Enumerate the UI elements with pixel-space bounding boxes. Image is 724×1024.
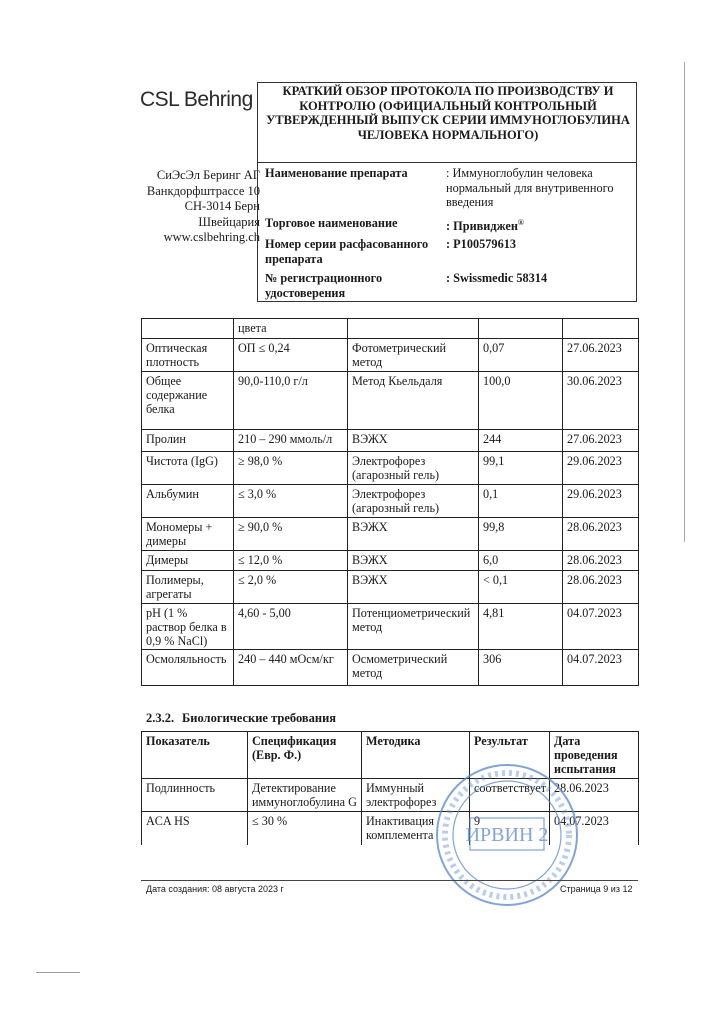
field-value-product-name: : Иммуноглобулин человека нормальный для внутривенного введения [446,166,614,209]
table-row [142,430,639,452]
table-cell: цвета [234,319,348,339]
table-cell: ВЭЖХ [348,571,479,604]
table-cell: ≤ 3,0 % [234,485,348,518]
table-cell: ≥ 90,0 % [234,518,348,551]
table-cell: 27.06.2023 [563,430,639,452]
footer-page-number: Страница 9 из 12 [560,884,633,894]
field-value-batch-number: : P100579613 [446,237,517,251]
table-cell: ≤ 2,0 % [234,571,348,604]
registered-mark: ® [517,218,524,227]
table-cell: Инактивация комплемента [362,812,470,845]
table-row [142,339,639,372]
table-cell [142,319,234,339]
table-row [142,551,639,571]
table-cell: Электрофорез (агарозный гель) [348,485,479,518]
company-logo: CSL Behring [140,88,253,111]
table-cell: 99,1 [479,452,563,485]
table-cell: 306 [479,650,563,686]
table-cell: ВЭЖХ [348,518,479,551]
table-cell: Фотометрический метод [348,339,479,372]
table-row [142,452,639,485]
table-cell: Электрофорез (агарозный гель) [348,452,479,485]
table-cell [563,319,639,339]
table-cell: 100,0 [479,372,563,430]
table-cell: pH (1 % раствор белка в 0,9 % NaCl) [142,604,234,650]
table-cell: ОП ≤ 0,24 [234,339,348,372]
section-number: 2.3.2. [146,711,175,725]
table-cell: 244 [479,430,563,452]
column-header: Спецификация (Евр. Ф.) [248,732,362,779]
table-cell: Оптическая плотность [142,339,234,372]
table-cell: 99,8 [479,518,563,551]
scan-margin-line [684,62,685,542]
table-cell: Осмометрический метод [348,650,479,686]
table-cell: ≤ 30 % [248,812,362,845]
table-row [142,319,639,339]
section-title: Биологические требования [182,711,337,725]
address-line: www.cslbehring.ch [163,230,260,244]
field-label-registration: № регистрационного удостоверения [265,271,383,300]
table-cell: 04.07.2023 [563,650,639,686]
table-cell: Полимеры, агрегаты [142,571,234,604]
address-line: СиЭсЭл Беринг АГ [156,168,260,182]
table-cell: Пролин [142,430,234,452]
table-cell: 04.07.2023 [550,812,639,845]
table-cell: 90,0-110,0 г/л [234,372,348,430]
field-label-trade-name: Торговое наименование [265,216,398,230]
table-cell: Детектирование иммуноглобулина G [248,779,362,812]
table-cell: Метод Кьельдаля [348,372,479,430]
section-heading [146,711,336,726]
footer-creation-date: Дата создания: 08 августа 2023 г [146,884,284,894]
table-cell: Мономеры + димеры [142,518,234,551]
table-cell: < 0,1 [479,571,563,604]
table-cell: 0,07 [479,339,563,372]
table-cell: 6,0 [479,551,563,571]
table-cell: ВЭЖХ [348,430,479,452]
table-cell: ≥ 98,0 % [234,452,348,485]
table-cell: 28.06.2023 [550,779,639,812]
table-cell: 04.07.2023 [563,604,639,650]
table-cell: 30.06.2023 [563,372,639,430]
address-line: Швейцария [198,214,260,229]
table-cell: 4,81 [479,604,563,650]
table-cell: 4,60 - 5,00 [234,604,348,650]
physicochemical-table [141,318,639,686]
company-address [120,168,260,246]
column-header: Дата проведения испытания [550,732,639,779]
trade-name-text: : Привиджен [446,219,518,234]
table-cell: Иммунный электрофорез [362,779,470,812]
address-line: Ванкдорфштрассе 10 [146,183,260,198]
table-row [142,372,639,430]
scan-mark [36,972,80,973]
table-cell: 27.06.2023 [563,339,639,372]
table-cell: 28.06.2023 [563,571,639,604]
header-divider [257,162,636,163]
table-cell: ВЭЖХ [348,551,479,571]
table-cell: 210 – 290 ммоль/л [234,430,348,452]
table-cell: Димеры [142,551,234,571]
table-row [142,485,639,518]
footer-divider [141,880,638,881]
table-cell: Осмоляльность [142,650,234,686]
table-row [142,518,639,551]
table-cell: 28.06.2023 [563,518,639,551]
table-cell: 240 – 440 мОсм/кг [234,650,348,686]
table-cell: Подлинность [142,779,248,812]
protocol-title: КРАТКИЙ ОБЗОР ПРОТОКОЛА ПО ПРОИЗВОДСТВУ И КОНТРОЛЮ (ОФИЦИАЛЬНЫЙ КОНТРОЛЬНЫЙ УТВЕРЖДЕННЫЙ ВЫПУСК СЕРИИ ИММУНОГЛОБУЛИНА ЧЕЛОВЕКА НОРМАЛЬНОГО) [266,84,630,142]
table-cell: Чистота (IgG) [142,452,234,485]
table-row [142,571,639,604]
table-cell [348,319,479,339]
table-cell: 9 [470,812,550,845]
table-cell: 28.06.2023 [563,551,639,571]
field-label-product-name: Наименование препарата [265,166,408,180]
table-cell: 29.06.2023 [563,485,639,518]
table-cell: соответствует [470,779,550,812]
table-cell: Альбумин [142,485,234,518]
column-header: Методика [362,732,470,779]
table-cell: Потенциометрический метод [348,604,479,650]
table-row [142,650,639,686]
field-label-batch-number: Номер серии расфасованного препарата [265,237,429,266]
stamp-center-text: ИРВИН 2 [465,824,549,846]
address-line: CH-3014 Берн [184,199,260,213]
table-cell: 29.06.2023 [563,452,639,485]
table-cell: 0,1 [479,485,563,518]
table-cell: ACA HS [142,812,248,845]
table-cell: Общее содержание белка [142,372,234,430]
table-cell [479,319,563,339]
field-value-trade-name [446,216,634,234]
table-cell: ≤ 12,0 % [234,551,348,571]
column-header: Результат [470,732,550,779]
field-value-registration: : Swissmedic 58314 [446,271,548,285]
table-row [142,604,639,650]
column-header: Показатель [142,732,248,779]
